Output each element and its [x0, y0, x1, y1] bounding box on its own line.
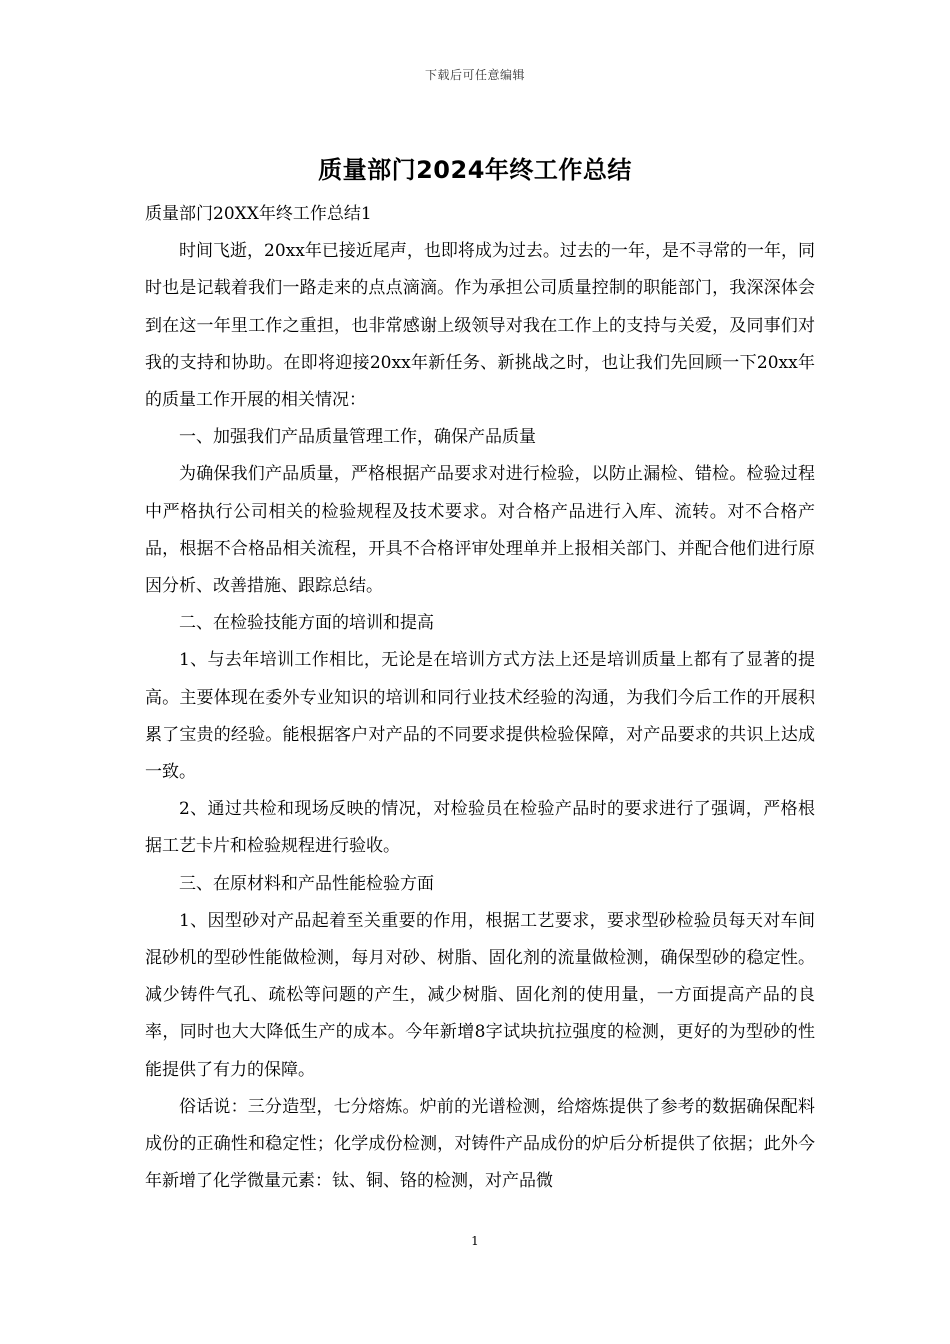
header-note: 下载后可任意编辑 [424, 68, 525, 82]
page-number: 1 [471, 1234, 479, 1248]
document-title: 质量部门2024年终工作总结 [318, 156, 632, 184]
subsection-heading: 三、在原材料和产品性能检验方面 [179, 873, 434, 894]
paragraph: 时间飞逝，20xx年已接近尾声，也即将成为过去。过去的一年，是不寻常的一年，同时也是记载着我们一路走来的点点滴滴。作为承担公司质量控制的职能部门，我深深体会到在这一年里工作之重担，也非常感谢上级领导对我在工作上的支持与关爱，及同事们对我的支持和协助。在即将迎接20xx年新任务、新挑战之时，也让我们先回顾一下20xx年的质量工作开展的相关情况： [145, 241, 815, 411]
subsection-heading: 一、加强我们产品质量管理工作，确保产品质量 [179, 427, 536, 448]
paragraph: 1、与去年培训工作相比，无论是在培训方式方法上还是培训质量上都有了显著的提高。主要体现在委外专业知识的培训和同行业技术经验的沟通，为我们今后工作的开展积累了宝贵的经验。能根据客户对产品的不同要求提供检验保障，对产品要求的共识上达成一致。 [145, 650, 815, 783]
paragraph: 俗话说：三分造型，七分熔炼。炉前的光谱检测，给熔炼提供了参考的数据确保配料成份的正确性和稳定性；化学成份检测，对铸件产品成份的炉后分析提供了依据；此外今年新增了化学微量元素：钛、铜、铬的检测，对产品微 [145, 1096, 815, 1192]
section-heading: 质量部门20XX年终工作总结1 [145, 204, 372, 224]
document-body [145, 196, 815, 1200]
paragraph: 2、通过共检和现场反映的情况，对检验员在检验产品时的要求进行了强调，严格根据工艺卡片和检验规程进行验收。 [145, 799, 815, 857]
paragraph: 为确保我们产品质量，严格根据产品要求对进行检验，以防止漏检、错检。检验过程中严格执行公司相关的检验规程及技术要求。对合格产品进行入库、流转。对不合格产品，根据不合格品相关流程，开具不合格评审处理单并上报相关部门、并配合他们进行原因分析、改善措施、跟踪总结。 [145, 464, 815, 597]
subsection-heading: 二、在检验技能方面的培训和提高 [179, 613, 434, 634]
paragraph: 1、因型砂对产品起着至关重要的作用，根据工艺要求，要求型砂检验员每天对车间混砂机的型砂性能做检测，每月对砂、树脂、固化剂的流量做检测，确保型砂的稳定性。减少铸件气孔、疏松等问题的产生，减少树脂、固化剂的使用量，一方面提高产品的良率，同时也大大降低生产的成本。今年新增8字试块抗拉强度的检测，更好的为型砂的性能提供了有力的保障。 [145, 910, 815, 1080]
